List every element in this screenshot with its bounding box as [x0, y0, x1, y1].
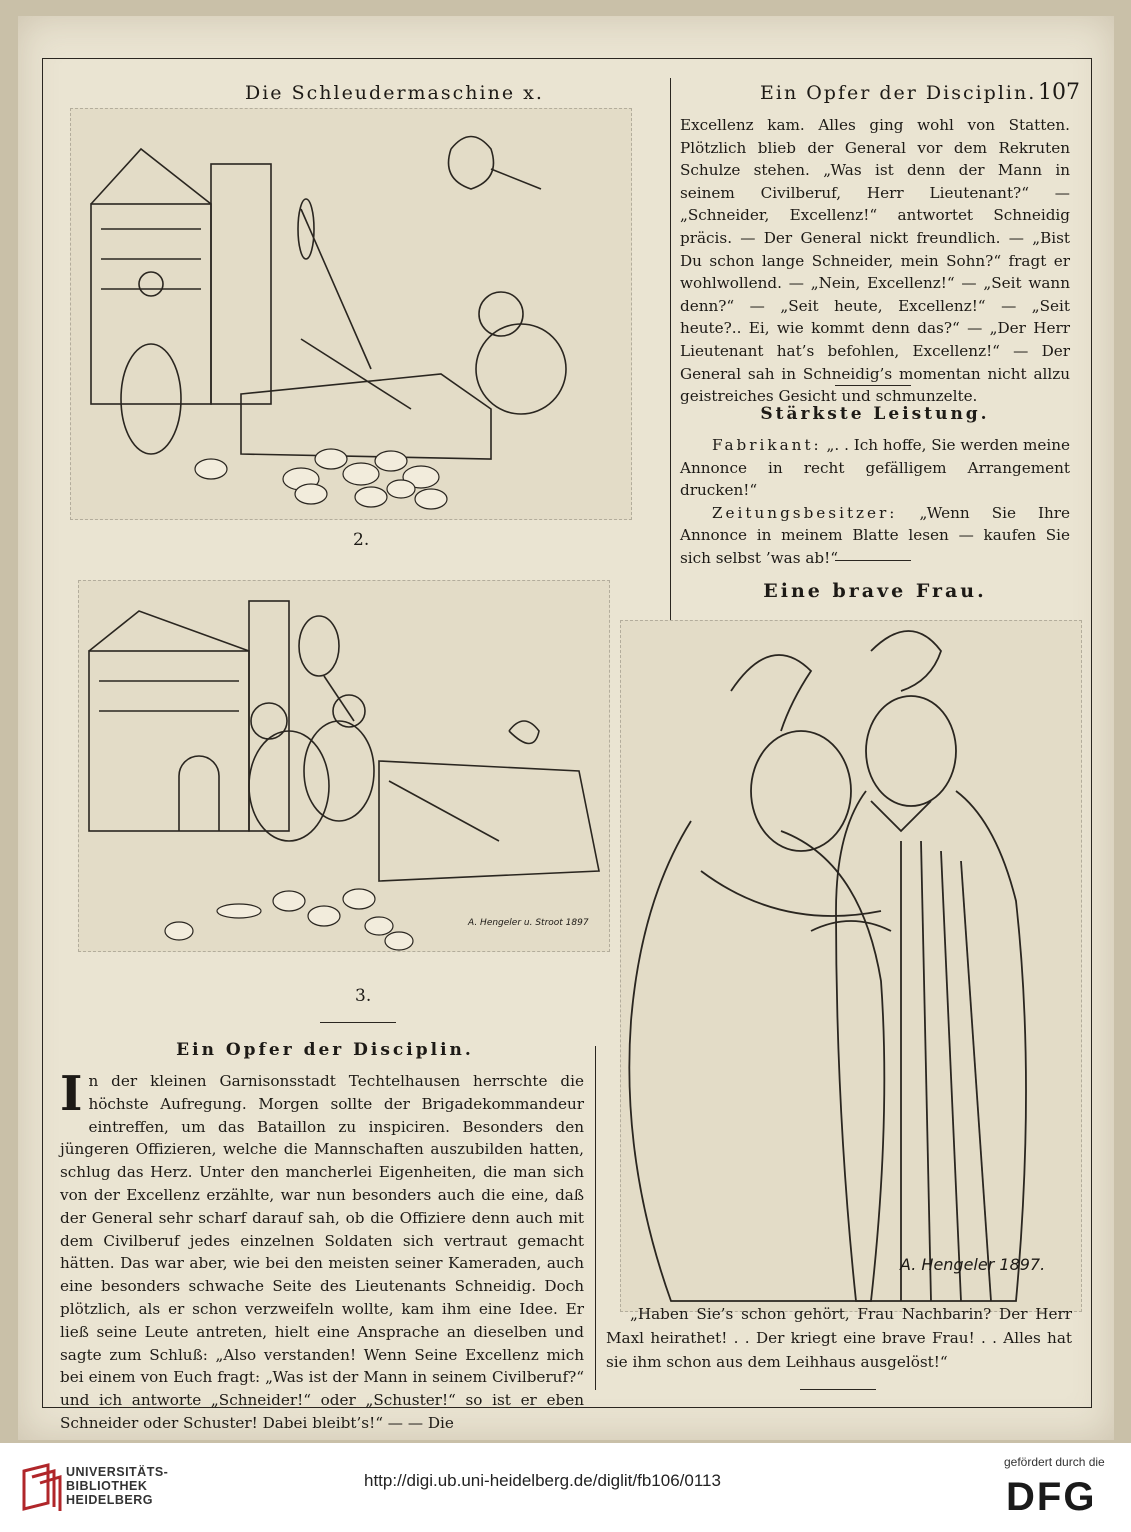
catapult-scene-3-drawing — [79, 581, 609, 951]
separator-rule-2 — [835, 560, 911, 561]
brave-frau-signature: A. Hengeler 1897. — [900, 1255, 1046, 1274]
zeitungsbesitzer-quote: „Wenn Sie Ihre Annonce in meinem Blatte lesen — kaufen Sie sich selbst ’was ab!“ — [680, 503, 1070, 567]
brave-frau-caption: „Haben Sie’s schon gehört, Frau Nachbarin? Der Herr Maxl heirathet! . . Der kriegt eine brave Frau! . . Alles hat sie ihm schon aus dem Leihhaus ausgelöst!“ — [606, 1305, 1072, 1371]
column-divider-bottom — [595, 1046, 596, 1390]
separator-rule-3 — [320, 1022, 396, 1023]
opfer-title: Ein Opfer der Disciplin. — [176, 1040, 474, 1060]
separator-rule-1 — [835, 385, 911, 386]
funded-by-label: gefördert durch die — [1004, 1455, 1105, 1469]
opfer-body — [60, 1066, 584, 1435]
catapult-scene-2-drawing — [71, 109, 631, 519]
illustration-two-women — [620, 620, 1082, 1312]
library-line-2: BIBLIOTHEK — [66, 1479, 148, 1493]
separator-rule-4 — [800, 1389, 876, 1390]
two-women-drawing — [621, 621, 1081, 1311]
running-head-right: Ein Opfer der Disciplin. — [760, 82, 1037, 104]
illustration-number-3: 3. — [355, 986, 372, 1006]
staerkste-title: Stärkste Leistung. — [760, 404, 990, 424]
university-library-logo-icon — [18, 1463, 62, 1513]
brave-frau-title: Eine brave Frau. — [763, 580, 987, 602]
footer-bar — [0, 1443, 1131, 1532]
speaker-zeitungsbesitzer: Zeitungsbesitzer: — [712, 503, 898, 522]
opfer-dropcap: I — [60, 1066, 83, 1122]
panel3-signature: A. Hengeler u. Stroot 1897 — [468, 918, 589, 928]
speaker-fabrikant: Fabrikant: — [712, 436, 822, 454]
page-number: 107 — [1038, 80, 1080, 105]
library-line-1: UNIVERSITÄTS- — [66, 1465, 169, 1479]
illustration-number-2: 2. — [353, 530, 370, 550]
staerkste-line-1 — [680, 434, 1070, 502]
illustration-catapult-3 — [78, 580, 610, 952]
university-library-name — [66, 1465, 168, 1507]
library-line-3: HEIDELBERG — [66, 1493, 153, 1507]
staerkste-body — [680, 434, 1070, 570]
permalink-url[interactable]: http://digi.ub.uni-heidelberg.de/diglit/fb106/0113 — [364, 1471, 721, 1490]
dfg-logo: DFG — [1006, 1475, 1097, 1519]
illustration-catapult-2 — [70, 108, 632, 520]
opfer-continuation-text: Excellenz kam. Alles ging wohl von Statten. Plötzlich blieb der General vor dem Rekruten Schulze stehen. „Was ist denn der Mann in seinem Civilberuf, Herr Lieutenant?“ — „Schneider, Excellenz!“ antwortet Schneidig präcis. — Der General nickt freundlich. — „Bist Du schon lange Schneider, mein Sohn?“ fragt er wohlwollend. — „Nein, Excellenz!“ — „Seit wann denn?“ — „Seit heute, Excellenz!“ — „Seit heute?.. Ei, wie kommt denn das?“ — „Der Herr Lieutenant hat’s befohlen, Excellenz!“ — Der General sah in Schneidig’s momentan nicht allzu geistreiches Gesicht und schmunzelte. — [680, 116, 1070, 406]
fabrikant-quote: „. . Ich hoffe, Sie werden meine Annonce in recht gefälligem Arrangement drucken!“ — [680, 436, 1071, 500]
running-head-left: Die Schleudermaschine x. — [245, 82, 544, 104]
opfer-text: n der kleinen Garnisonsstadt Techtelhausen herrschte die höchste Aufregung. Morgen sollte der Brigadekommandeur eintreffen, um das Bataillon zu inspiciren. Besonders den jüngeren Offizieren, welche die Mannschaften auszubilden hatten, schlug das Herz. Unter den mancherlei Eigenheiten, die man sich von der Excellenz erzählte, war nun besonders auch die eine, daß der General sehr scharf darauf sah, ob die Offiziere denn auch mit dem Civilberuf jedes einzelnen Soldaten sich vertraut gemacht hätten. Das war aber, wie bei den meisten seiner Kameraden, auch eine besonders schwache Seite des Lieutenants Schneidig. Doch plötzlich, als er schon verzweifeln wollte, kam ihm eine Idee. Er ließ seine Leute antreten, hielt eine Ansprache an dieselben und sagte zum Schluß: „Also verstanden! Wenn Seine Excellenz mich bei einem von Euch fragt: „Was ist der Mann in seinem Civilberuf?“ und ich antworte „Schneider!“ oder „Schuster!“ so ist er eben Schneider oder Schuster! Dabei bleibt’s!“ — — Die — [60, 1072, 584, 1432]
